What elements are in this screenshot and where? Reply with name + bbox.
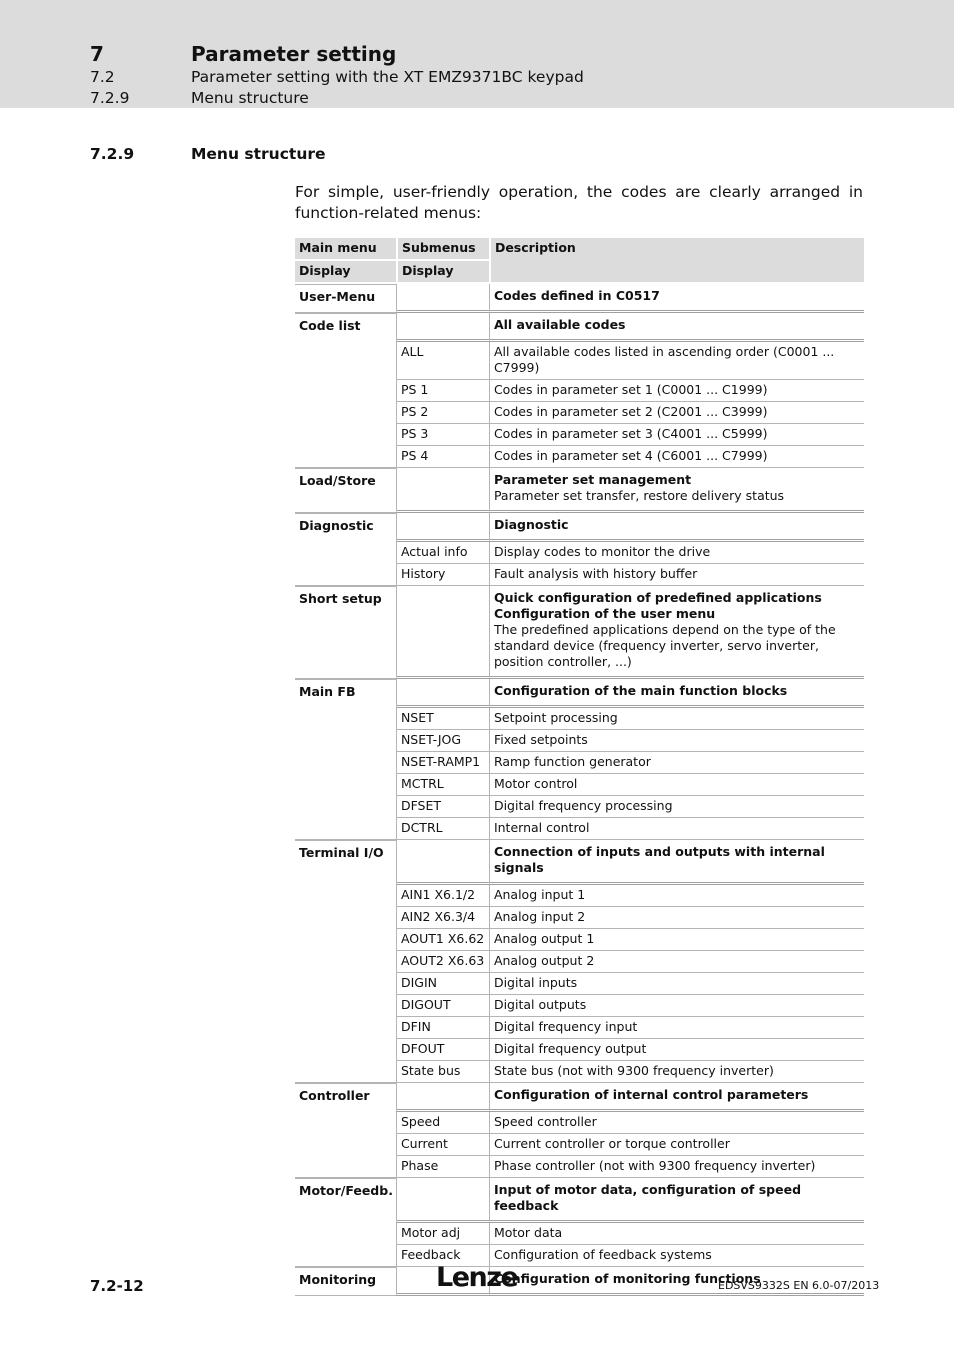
description-title-2: Configuration of the user menu [493, 606, 716, 621]
description-title: Parameter set management [493, 472, 692, 487]
submenu-cell: Feedback [396, 1245, 489, 1267]
submenu-cell: History [396, 564, 489, 586]
submenu-cell-empty [396, 313, 489, 342]
main-menu-row [295, 840, 864, 885]
main-menu-cell: Short setup [295, 586, 396, 679]
section-number: 7.2 [90, 68, 115, 86]
submenu-cell: NSET-JOG [396, 730, 489, 752]
main-menu-row [295, 284, 864, 313]
submenu-cell: PS 2 [396, 402, 489, 424]
description-title: Diagnostic [493, 517, 569, 532]
main-menu-cell: Diagnostic [295, 513, 396, 586]
submenu-description-cell: Configuration of feedback systems [489, 1245, 864, 1267]
submenu-description-cell: Digital outputs [489, 995, 864, 1017]
main-menu-cell: Controller [295, 1083, 396, 1178]
description-cell [489, 284, 864, 313]
submenu-cell-empty [396, 1083, 489, 1112]
submenu-cell: NSET-RAMP1 [396, 752, 489, 774]
subsection-number: 7.2.9 [90, 89, 130, 107]
submenu-description-cell: Ramp function generator [489, 752, 864, 774]
submenu-cell: AIN1 X6.1/2 [396, 885, 489, 907]
main-menu-cell: Code list [295, 313, 396, 468]
submenu-description-cell: Codes in parameter set 1 (C0001 ... C1999) [489, 380, 864, 402]
description-title: Codes defined in C0517 [493, 288, 660, 303]
main-menu-row [295, 513, 864, 542]
submenu-cell: Actual info [396, 542, 489, 564]
header-description: Description [489, 238, 864, 284]
submenu-description-cell: Display codes to monitor the drive [489, 542, 864, 564]
main-menu-cell: Load/Store [295, 468, 396, 513]
submenu-cell-empty [396, 468, 489, 513]
submenu-cell-empty [396, 1178, 489, 1223]
submenu-description-cell: Motor control [489, 774, 864, 796]
submenu-description-cell: Fixed setpoints [489, 730, 864, 752]
description-title: Configuration of monitoring functions [493, 1271, 761, 1286]
header-submenus: Submenus [396, 238, 489, 261]
main-menu-row [295, 586, 864, 679]
menu-structure-table [295, 238, 864, 1296]
table-header-row [295, 238, 864, 261]
submenu-description-cell: Codes in parameter set 3 (C4001 ... C5999) [489, 424, 864, 446]
submenu-cell: PS 4 [396, 446, 489, 468]
main-menu-cell: Motor/Feedb. [295, 1178, 396, 1267]
submenu-cell: Phase [396, 1156, 489, 1178]
header-display-main: Display [295, 261, 396, 284]
heading-number: 7.2.9 [90, 145, 135, 163]
submenu-description-cell: Fault analysis with history buffer [489, 564, 864, 586]
submenu-cell-empty [396, 679, 489, 708]
submenu-cell-empty [396, 513, 489, 542]
submenu-description-cell: Digital frequency processing [489, 796, 864, 818]
submenu-description-cell: Analog output 1 [489, 929, 864, 951]
description-text: Parameter set transfer, restore delivery status [493, 488, 785, 503]
submenu-description-cell: Digital inputs [489, 973, 864, 995]
submenu-cell: MCTRL [396, 774, 489, 796]
description-cell [489, 840, 864, 885]
submenu-cell: NSET [396, 708, 489, 730]
submenu-cell: AIN2 X6.3/4 [396, 907, 489, 929]
description-cell [489, 313, 864, 342]
submenu-cell: AOUT1 X6.62 [396, 929, 489, 951]
description-title: Configuration of the main function blocks [493, 683, 788, 698]
header-display-sub: Display [396, 261, 489, 284]
lenze-logo: Lenze [436, 1262, 518, 1293]
submenu-cell: Speed [396, 1112, 489, 1134]
submenu-description-cell: State bus (not with 9300 frequency inverter) [489, 1061, 864, 1083]
submenu-description-cell: Codes in parameter set 2 (C2001 ... C3999) [489, 402, 864, 424]
submenu-cell: Current [396, 1134, 489, 1156]
description-cell [489, 679, 864, 708]
main-menu-cell: Main FB [295, 679, 396, 840]
description-title: Connection of inputs and outputs with internal signals [493, 844, 825, 875]
submenu-description-cell: Motor data [489, 1223, 864, 1245]
main-menu-row [295, 468, 864, 513]
description-cell [489, 586, 864, 679]
section-title: Parameter setting with the XT EMZ9371BC keypad [191, 68, 584, 86]
document-id: EDSVS9332S EN 6.0-07/2013 [718, 1279, 880, 1292]
description-title: Quick configuration of predefined applications [493, 590, 822, 605]
submenu-description-cell: Codes in parameter set 4 (C6001 ... C7999) [489, 446, 864, 468]
description-text: The predefined applications depend on the type of the standard device (frequency inverter, servo inverter, position controller, ...) [493, 622, 836, 669]
submenu-description-cell: Analog input 2 [489, 907, 864, 929]
submenu-cell-empty [396, 840, 489, 885]
submenu-cell: DCTRL [396, 818, 489, 840]
description-title: Configuration of internal control parameters [493, 1087, 809, 1102]
main-menu-cell: User-Menu [295, 284, 396, 313]
intro-paragraph: For simple, user-friendly operation, the codes are clearly arranged in function-related menus: [295, 183, 863, 222]
main-menu-cell: Terminal I/O [295, 840, 396, 1083]
submenu-description-cell: Speed controller [489, 1112, 864, 1134]
submenu-cell: State bus [396, 1061, 489, 1083]
submenu-cell-empty [396, 284, 489, 313]
submenu-description-cell: Internal control [489, 818, 864, 840]
main-menu-row [295, 1178, 864, 1223]
subsection-title: Menu structure [191, 89, 309, 107]
description-cell [489, 1178, 864, 1223]
submenu-cell: PS 3 [396, 424, 489, 446]
submenu-description-cell: Digital frequency output [489, 1039, 864, 1061]
main-menu-cell: Monitoring [295, 1267, 396, 1296]
heading-title: Menu structure [191, 145, 326, 163]
submenu-cell: DIGIN [396, 973, 489, 995]
chapter-title: Parameter setting [191, 42, 397, 66]
submenu-description-cell: Setpoint processing [489, 708, 864, 730]
main-menu-row [295, 313, 864, 342]
description-cell [489, 1083, 864, 1112]
page-number: 7.2-12 [90, 1277, 144, 1295]
description-title: Input of motor data, configuration of speed feedback [493, 1182, 802, 1213]
submenu-cell: DIGOUT [396, 995, 489, 1017]
submenu-cell: Motor adj [396, 1223, 489, 1245]
submenu-cell: ALL [396, 342, 489, 380]
chapter-number: 7 [90, 42, 104, 66]
submenu-cell: PS 1 [396, 380, 489, 402]
submenu-description-cell: All available codes listed in ascending order (C0001 ... C7999) [489, 342, 864, 380]
header-band [0, 0, 954, 108]
description-cell [489, 468, 864, 513]
submenu-description-cell: Analog input 1 [489, 885, 864, 907]
submenu-cell: DFIN [396, 1017, 489, 1039]
submenu-cell-empty [396, 586, 489, 679]
submenu-description-cell: Current controller or torque controller [489, 1134, 864, 1156]
submenu-cell: AOUT2 X6.63 [396, 951, 489, 973]
main-menu-row [295, 679, 864, 708]
submenu-description-cell: Digital frequency input [489, 1017, 864, 1039]
submenu-cell: DFOUT [396, 1039, 489, 1061]
main-menu-row [295, 1083, 864, 1112]
header-main-menu: Main menu [295, 238, 396, 261]
submenu-description-cell: Phase controller (not with 9300 frequency inverter) [489, 1156, 864, 1178]
description-title: All available codes [493, 317, 626, 332]
submenu-cell: DFSET [396, 796, 489, 818]
description-cell [489, 513, 864, 542]
submenu-description-cell: Analog output 2 [489, 951, 864, 973]
